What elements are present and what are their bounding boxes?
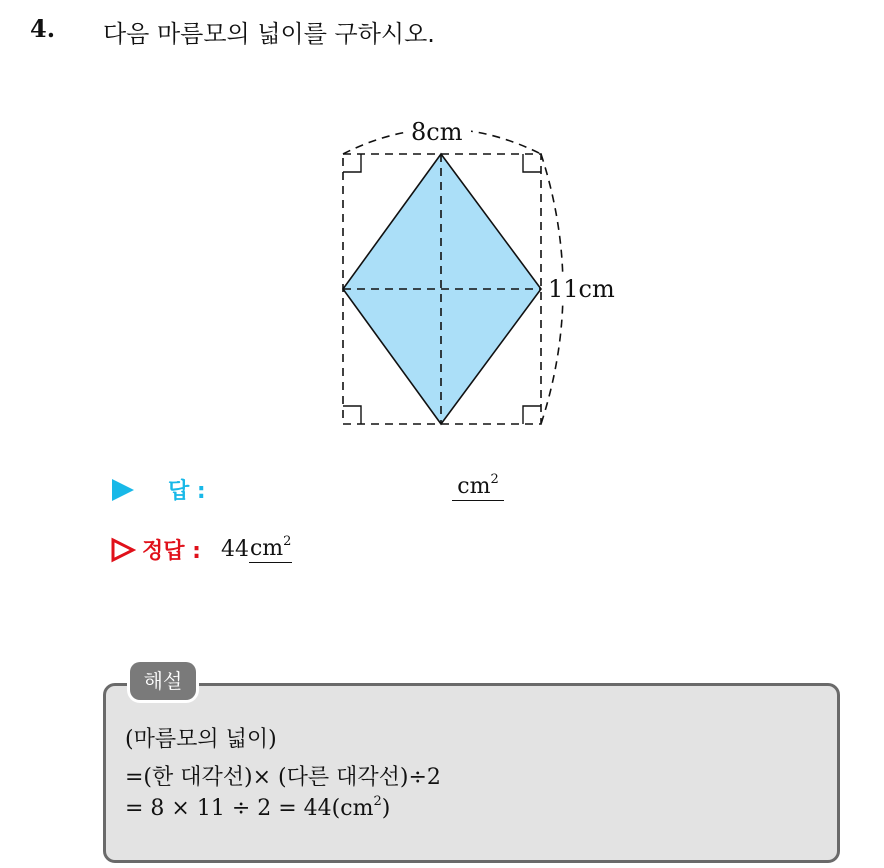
filled-triangle-icon bbox=[110, 477, 136, 503]
correct-unit-wrap bbox=[249, 533, 292, 563]
explanation-line-3 bbox=[125, 793, 391, 821]
right-angle-mark-tl bbox=[343, 154, 361, 172]
explanation-line-2: =(한 대각선)× (다른 대각선)÷2 bbox=[125, 765, 441, 790]
explanation-tag: 해설 bbox=[130, 662, 196, 700]
right-angle-mark-bl bbox=[343, 406, 361, 424]
correct-unit: cm bbox=[249, 536, 284, 561]
correct-value: 44 bbox=[220, 537, 249, 562]
answer-unit-exponent: 2 bbox=[490, 471, 499, 487]
answer-row bbox=[110, 474, 206, 505]
outline-triangle-icon bbox=[110, 537, 136, 563]
right-angle-mark-tr bbox=[523, 154, 541, 172]
answer-unit: cm bbox=[457, 474, 491, 499]
correct-answer-row bbox=[110, 534, 292, 565]
explanation-line-3-exponent: 2 bbox=[373, 793, 382, 809]
right-angle-mark-br bbox=[523, 406, 541, 424]
explanation-line-1: (마름모의 넓이) bbox=[125, 727, 277, 752]
explanation-line-3-main: = 8 × 11 ÷ 2 = 44(cm bbox=[125, 796, 374, 821]
side-length-label: 11cm bbox=[548, 275, 615, 303]
question-number: 4. bbox=[30, 14, 56, 43]
question-text: 다음 마름모의 넓이를 구하시오. bbox=[103, 20, 435, 48]
top-length-label: 8cm bbox=[411, 118, 463, 146]
correct-label: 정답 : bbox=[142, 539, 201, 564]
answer-label: 답 : bbox=[168, 479, 206, 504]
answer-blank[interactable] bbox=[452, 471, 504, 501]
explanation-line-3-close: ) bbox=[381, 796, 391, 821]
correct-unit-exponent: 2 bbox=[283, 533, 292, 549]
